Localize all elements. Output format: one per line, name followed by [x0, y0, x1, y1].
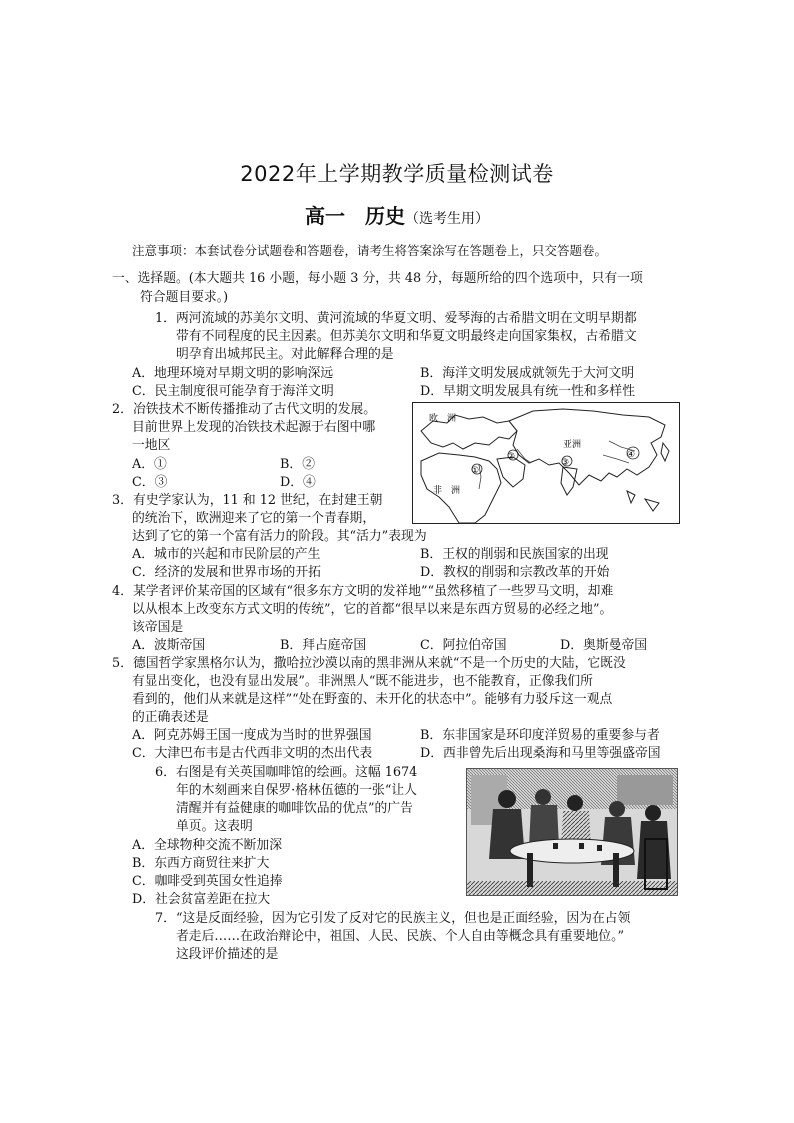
q6-option-d: D．社会贫富差距在拉大: [132, 892, 271, 907]
exam-title: 2022年上学期教学质量检测试卷: [240, 162, 554, 186]
q3-stem-line: 的统治下，欧洲迎来了它的第一个青春期，: [132, 511, 376, 526]
q3-option-a: A．城市的兴起和市民阶层的产生: [132, 547, 321, 562]
q1-option-d: D．早期文明发展具有统一性和多样性: [420, 384, 636, 399]
q2-stem-line: 2．冶铁技术不断传播推动了古代文明的发展。: [112, 402, 377, 417]
coffeehouse-woodcut-image: [466, 768, 678, 896]
q5-stem-line: 看到的，他们从来就是这样”“处在野蛮的、未开化的状态中”。能够有力驳斥这一观点: [132, 692, 613, 707]
q1-stem-line: 明孕育出城邦民主。对此解释合理的是: [176, 347, 394, 362]
q4-option-a: A．波斯帝国: [132, 638, 206, 653]
exam-subtitle: [0, 200, 794, 229]
q6-option-c: C．咖啡受到英国女性追捧: [132, 874, 283, 889]
q4-stem-line: 4．某学者评价某帝国的区域有“很多东方文明的发祥地”“虽然移植了一些罗马文明，却难: [112, 584, 614, 599]
q4-stem-line: 该帝国是: [132, 620, 184, 635]
q4-option-b: B．拜占庭帝国: [280, 638, 367, 653]
q3-option-b: B．王权的削弱和民族国家的出现: [420, 547, 609, 562]
q2-option-d: D．④: [280, 475, 316, 490]
map-marker-3: ③: [561, 458, 570, 468]
q1-option-a: A．地理环境对早期文明的影响深远: [132, 366, 334, 381]
q6-option-a: A．全球物种交流不断加深: [132, 838, 283, 853]
subject-label: 高一 历史: [305, 204, 405, 228]
q1-option-c: C．民主制度很可能孕育于海洋文明: [132, 384, 334, 399]
q4-stem-line: 以从根本上改变东方式文明的传统”，它的首都“很早以来是东西方贸易的必经之地”。: [132, 602, 613, 617]
map-label-europe: 欧 洲: [429, 414, 457, 424]
q5-option-c: C．大津巴布韦是古代西非文明的杰出代表: [132, 746, 373, 761]
map-marker-2: ②: [507, 452, 516, 462]
q5-option-a: A．阿克苏姆王国一度成为当时的世界强国: [132, 728, 372, 743]
q5-option-b: B．东非国家是环印度洋贸易的重要参与者: [420, 728, 660, 743]
section-heading: 一、选择题。(本大题共 16 小题，每小题 3 分，共 48 分，每题所给的四个选项中，只有一项: [112, 271, 643, 286]
q1-stem-line: 1．两河流域的苏美尔文明、黄河流域的华夏文明、爱琴海的古希腊文明在文明早期都: [155, 311, 637, 326]
q2-option-a: A．①: [132, 457, 167, 472]
q7-stem-line: 者走后……在政治辩论中，祖国、人民、民族、个人自由等概念具有重要地位。”: [176, 929, 625, 944]
q3-stem-line: 达到了它的第一个富有活力的阶段。其“活力”表现为: [132, 529, 427, 544]
map-marker-1: ①: [471, 466, 480, 476]
notice-text: 注意事项：本套试卷分试题卷和答题卷，请考生将答案涂写在答题卷上，只交答题卷。: [132, 243, 608, 258]
q2-stem-line: 目前世界上发现的冶铁技术起源于右图中哪: [132, 420, 376, 435]
q6-stem-line: 6．右图是有关英国咖啡馆的绘画。这幅 1674: [155, 765, 418, 780]
section-heading-cont: 符合题目要求。): [140, 290, 229, 305]
q7-stem-line: 7．“这是反面经验，因为它引发了反对它的民族主义，但也是正面经验，因为在占领: [155, 911, 631, 926]
q6-stem-line: 年的木刻画来自保罗·格林伍德的一张“让人: [176, 783, 417, 798]
q3-stem-line: 3．有史学家认为，11 和 12 世纪，在封建王朝: [112, 493, 383, 508]
map-drawing: [413, 403, 679, 523]
woodcut-drawing: [467, 769, 677, 895]
q6-option-b: B．东西方商贸往来扩大: [132, 856, 270, 871]
q6-stem-line: 清醒并有益健康的咖啡饮品的优点”的广告: [176, 801, 413, 816]
world-map-figure: [412, 402, 680, 524]
audience-label: （选考生用）: [405, 211, 489, 227]
q4-option-c: C．阿拉伯帝国: [420, 638, 507, 653]
q2-option-b: B．②: [280, 457, 315, 472]
q5-stem-line: 5．德国哲学家黑格尔认为，撒哈拉沙漠以南的黑非洲从来就“不是一个历史的大陆，它既没: [112, 656, 626, 671]
q6-stem-line: 单页。这表明: [176, 819, 253, 834]
map-marker-4: ④: [627, 450, 636, 460]
q2-stem-line: 一地区: [132, 438, 171, 453]
q5-stem-line: 有显出变化，也没有显出发展”。非洲黑人“既不能进步，也不能教育，正像我们所: [132, 674, 593, 689]
q1-option-b: B．海洋文明发展成就领先于大河文明: [420, 366, 635, 381]
q1-stem-line: 带有不同程度的民主因素。但苏美尔文明和华夏文明最终走向国家集权，古希腊文: [176, 329, 637, 344]
q3-option-d: D．教权的削弱和宗教改革的开始: [420, 565, 610, 580]
map-label-asia: 亚洲: [563, 440, 582, 450]
q5-option-d: D．西非曾先后出现桑海和马里等强盛帝国: [420, 746, 661, 761]
q3-option-c: C．经济的发展和世界市场的开拓: [132, 565, 321, 580]
q5-stem-line: 的正确表述是: [132, 710, 209, 725]
q7-stem-line: 这段评价描述的是: [176, 947, 279, 962]
q2-option-c: C．③: [132, 475, 168, 490]
q4-option-d: D．奥斯曼帝国: [560, 638, 648, 653]
map-label-africa: 非 洲: [433, 486, 461, 496]
